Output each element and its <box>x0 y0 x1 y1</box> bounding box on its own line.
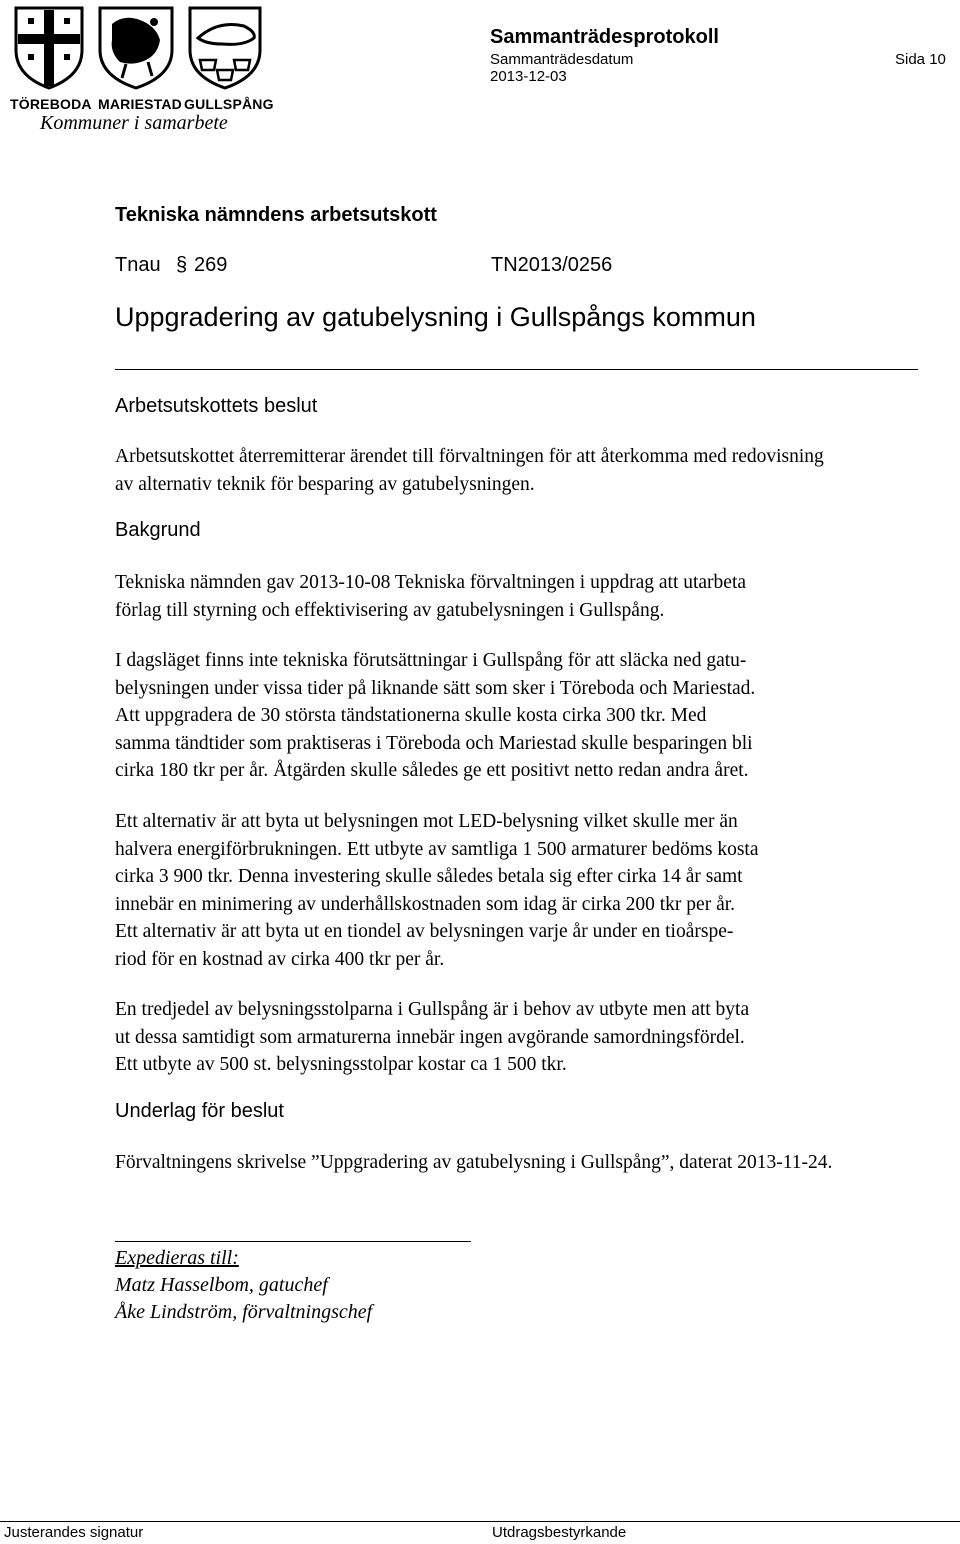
protocol-title: Sammanträdesprotokoll <box>490 26 719 48</box>
decision-line: av alternativ teknik för besparing av gatubelysningen. <box>115 473 535 495</box>
case-number: 269 <box>194 254 228 276</box>
background-heading: Bakgrund <box>115 519 201 541</box>
logo-town-1: TÖREBODA <box>10 96 92 112</box>
meeting-date: 2013-12-03 <box>490 68 567 85</box>
text-line: ut dessa samtidigt som armaturerna innebär ingen avgörande samordningsfördel. <box>115 1026 745 1048</box>
distribution-recipient: Matz Hasselbom, gatuchef <box>115 1274 328 1296</box>
basis-heading: Underlag för beslut <box>115 1100 284 1122</box>
signature-label: Justerandes signatur <box>4 1524 144 1541</box>
logo-town-2: MARIESTAD <box>98 96 182 112</box>
case-row <box>115 254 875 282</box>
basis-text <box>115 1149 955 1177</box>
text-line: I dagsläget finns inte tekniska förutsättningar i Gullspång för att släcka ned gatu- <box>115 650 747 671</box>
text-line: Ett utbyte av 500 st. belysningsstolpar kostar ca 1 500 tkr. <box>115 1054 567 1075</box>
distribution-rule <box>115 1241 471 1242</box>
text-line: innebär en minimering av underhållskostnaden som idag är cirka 200 tkr per år. <box>115 893 736 915</box>
text-line: belysningen under vissa tider på liknande sätt som sker i Töreboda och Mariestad. <box>115 677 756 699</box>
text-line: förlag till styrning och effektivisering av gatubelysningen i Gullspång. <box>115 599 665 621</box>
committee-name: Tekniska nämndens arbetsutskott <box>115 204 437 226</box>
decision-text <box>115 443 955 498</box>
text-line: Förvaltningens skrivelse ”Uppgradering av gatubelysning i Gullspång”, daterat 2013-11-24. <box>115 1152 833 1173</box>
coat-of-arms-icons <box>8 4 264 90</box>
meeting-date-label: Sammanträdesdatum <box>490 51 634 68</box>
text-line: samma tändtider som praktiseras i Töreboda och Mariestad skulle besparingen bli <box>115 732 753 754</box>
text-line: Tekniska nämnden gav 2013-10-08 Tekniska förvaltningen i uppdrag att utarbeta <box>115 572 747 593</box>
distribution-recipient: Åke Lindström, förvaltningschef <box>115 1301 373 1323</box>
footer-rule <box>0 1521 960 1522</box>
distribution-label: Expedieras till: <box>115 1247 239 1269</box>
gullspang-crest-icon <box>190 8 260 88</box>
text-line: Ett alternativ är att byta ut en tiondel av belysningen varje år under en tioårspe- <box>115 921 734 942</box>
toreboda-crest-icon <box>16 8 82 88</box>
distribution-list <box>115 1245 372 1326</box>
text-line: riod för en kostnad av cirka 400 tkr per år. <box>115 948 445 970</box>
case-subject: Uppgradering av gatubelysning i Gullspångs kommun <box>115 302 756 332</box>
paragraph-symbol: § <box>176 254 188 276</box>
certification-label: Utdragsbestyrkande <box>492 1524 627 1541</box>
background-paragraph-1 <box>115 569 955 624</box>
logo-town-3: GULLSPÅNG <box>184 96 274 112</box>
decision-line: Arbetsutskottet återremitterar ärendet till förvaltningen för att återkomma med redovisning <box>115 446 824 467</box>
logo-tagline: Kommuner i samarbete <box>40 112 228 134</box>
text-line: cirka 3 900 tkr. Denna investering skulle således betala sig efter cirka 14 år samt <box>115 866 743 887</box>
text-line: En tredjedel av belysningsstolparna i Gullspång är i behov av utbyte men att byta <box>115 999 750 1020</box>
background-paragraph-2 <box>115 647 955 785</box>
text-line: cirka 180 tkr per år. Åtgärden skulle således ge ett positivt netto redan andra året. <box>115 760 749 781</box>
mariestad-crest-icon <box>100 8 172 88</box>
background-paragraph-4 <box>115 996 955 1079</box>
text-line: Ett alternativ är att byta ut belysningen mot LED-belysning vilket skulle mer än <box>115 811 738 832</box>
text-line: Att uppgradera de 30 största tändstationerna skulle kosta cirka 300 tkr. Med <box>115 705 707 726</box>
decision-heading: Arbetsutskottets beslut <box>115 395 318 417</box>
case-prefix: Tnau <box>115 254 161 276</box>
subject-underline <box>115 369 918 370</box>
page-number: Sida 10 <box>895 51 946 68</box>
registration-number: TN2013/0256 <box>491 254 613 276</box>
text-line: halvera energiförbrukningen. Ett utbyte av samtliga 1 500 armaturer bedöms kosta <box>115 838 759 860</box>
municipal-logo <box>8 4 274 134</box>
background-paragraph-3 <box>115 808 955 973</box>
